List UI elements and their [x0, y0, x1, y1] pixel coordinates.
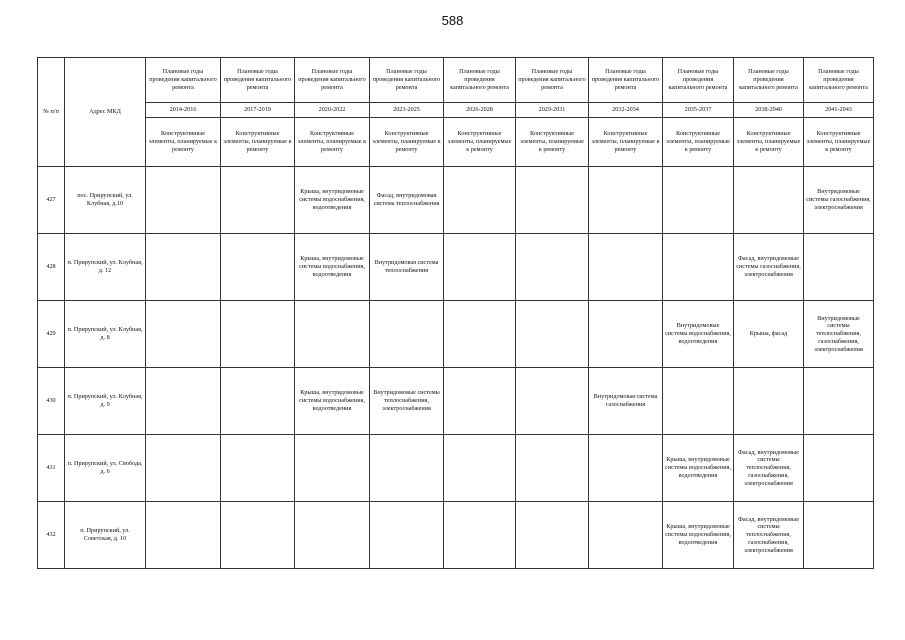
repair-elements-cell: [221, 435, 295, 502]
repair-elements-cell: Фасад, внутридомовые системы теплоснабжения, газоснабжения, электроснабжения: [734, 502, 804, 569]
repair-elements-cell: [146, 368, 221, 435]
elements-header: Конструктивные элементы, планируемые к ремонту: [804, 118, 874, 167]
repair-elements-cell: [589, 301, 663, 368]
repair-elements-cell: [589, 435, 663, 502]
repair-elements-cell: Фасад, внутридомовые системы газоснабжения, электроснабжения: [734, 234, 804, 301]
repair-elements-cell: [146, 301, 221, 368]
elements-header: Конструктивные элементы, планируемые к ремонту: [516, 118, 589, 167]
repair-elements-cell: [221, 368, 295, 435]
repair-elements-cell: [516, 301, 589, 368]
repair-elements-cell: [146, 502, 221, 569]
period-header: 2026-2028: [444, 103, 516, 118]
repair-elements-cell: [444, 234, 516, 301]
table-row: [38, 301, 874, 368]
repair-elements-cell: Внутридомовые системы теплоснабжения, газоснабжения, электроснабжения: [804, 301, 874, 368]
repair-elements-cell: [146, 234, 221, 301]
repair-elements-cell: [370, 502, 444, 569]
num-header: № п/п: [38, 58, 65, 167]
elements-header: Конструктивные элементы, планируемые к ремонту: [295, 118, 370, 167]
repair-elements-cell: Фасад, внутридомовые системы теплоснабжения, газоснабжения, электроснабжения: [734, 435, 804, 502]
repair-elements-cell: [516, 368, 589, 435]
period-header: 2023-2025: [370, 103, 444, 118]
repair-elements-cell: [589, 167, 663, 234]
years-header: Плановые годы проведения капитального ремонта: [295, 58, 370, 103]
period-header: 2020-2022: [295, 103, 370, 118]
row-number: 430: [38, 368, 65, 435]
period-header: 2017-2019: [221, 103, 295, 118]
period-header: 2032-2034: [589, 103, 663, 118]
row-address: п. Прирупский, ул. Клубная, д. 9: [65, 368, 146, 435]
period-header: 2014-2016: [146, 103, 221, 118]
repair-elements-cell: Крыша, фасад: [734, 301, 804, 368]
elements-header: Конструктивные элементы, планируемые к ремонту: [370, 118, 444, 167]
repair-elements-cell: [221, 234, 295, 301]
years-header: Плановые годы проведения капитального ремонта: [663, 58, 734, 103]
row-number: 427: [38, 167, 65, 234]
years-header: Плановые годы проведения капитального ремонта: [146, 58, 221, 103]
repair-elements-cell: Внутридомовые системы теплоснабжения, электроснабжения: [370, 368, 444, 435]
repair-elements-cell: [146, 435, 221, 502]
repair-elements-cell: Крыша, внутридомовые системы водоснабжения, водоотведения: [295, 234, 370, 301]
repair-elements-cell: [516, 435, 589, 502]
repair-elements-cell: Фасад, внутридомовая система теплоснабжения: [370, 167, 444, 234]
elements-header: Конструктивные элементы, планируемые к ремонту: [734, 118, 804, 167]
elements-header: Конструктивные элементы, планируемые к ремонту: [663, 118, 734, 167]
repair-elements-cell: [804, 435, 874, 502]
repair-elements-cell: [221, 502, 295, 569]
period-header: 2038-2040: [734, 103, 804, 118]
elements-header: Конструктивные элементы, планируемые к ремонту: [444, 118, 516, 167]
row-address: п. Прирупский, ул. Клубная, д. 8: [65, 301, 146, 368]
period-header: 2029-2031: [516, 103, 589, 118]
years-header: Плановые годы проведения капитального ремонта: [370, 58, 444, 103]
repair-elements-cell: [734, 368, 804, 435]
repair-elements-cell: [589, 502, 663, 569]
years-header: Плановые годы проведения капитального ремонта: [444, 58, 516, 103]
repair-plan-table: [37, 57, 874, 569]
elements-header: Конструктивные элементы, планируемые к ремонту: [589, 118, 663, 167]
elements-header: Конструктивные элементы, планируемые к ремонту: [221, 118, 295, 167]
repair-elements-cell: Внутридомовые системы газоснабжения, электроснабжения: [804, 167, 874, 234]
repair-elements-cell: [221, 301, 295, 368]
repair-elements-cell: [663, 368, 734, 435]
repair-elements-cell: [370, 301, 444, 368]
years-header: Плановые годы проведения капитального ремонта: [516, 58, 589, 103]
repair-elements-cell: [295, 502, 370, 569]
page-number: 588: [441, 13, 464, 28]
repair-elements-cell: [804, 368, 874, 435]
repair-elements-cell: [804, 502, 874, 569]
repair-elements-cell: Крыша, внутридомовые системы водоснабжения, водоотведения: [295, 368, 370, 435]
row-number: 429: [38, 301, 65, 368]
years-header: Плановые годы проведения капитального ремонта: [804, 58, 874, 103]
years-header: Плановые годы проведения капитального ремонта: [221, 58, 295, 103]
repair-elements-cell: [734, 167, 804, 234]
repair-elements-cell: [444, 301, 516, 368]
table-row: [38, 167, 874, 234]
repair-elements-cell: Крыша, внутридомовые системы водоснабжения, водоотведения: [663, 435, 734, 502]
repair-elements-cell: Внутридомовая система газоснабжения: [589, 368, 663, 435]
repair-elements-cell: Крыша, внутридомовые системы водоснабжения, водоотведения: [295, 167, 370, 234]
repair-elements-cell: [370, 435, 444, 502]
period-header: 2035-2037: [663, 103, 734, 118]
repair-elements-cell: [444, 502, 516, 569]
table-row: [38, 234, 874, 301]
repair-elements-cell: Внутридомовая система теплоснабжения: [370, 234, 444, 301]
row-address: п. Прирупский, ул. Клубная, д. 12: [65, 234, 146, 301]
repair-elements-cell: [146, 167, 221, 234]
repair-elements-cell: [804, 234, 874, 301]
years-header: Плановые годы проведения капитального ремонта: [734, 58, 804, 103]
repair-elements-cell: [444, 167, 516, 234]
table-row: [38, 435, 874, 502]
period-header: 2041-2043: [804, 103, 874, 118]
table-row: [38, 502, 874, 569]
repair-elements-cell: [295, 435, 370, 502]
row-address: пос. Прирупский, ул. Клубная, д.10: [65, 167, 146, 234]
repair-elements-cell: [663, 234, 734, 301]
repair-elements-cell: Крыша, внутридомовые системы водоснабжения, водоотведения: [663, 502, 734, 569]
repair-elements-cell: Внутридомовые системы водоснабжения, водоотведения: [663, 301, 734, 368]
repair-elements-cell: [516, 234, 589, 301]
years-header: Плановые годы проведения капитального ремонта: [589, 58, 663, 103]
row-number: 432: [38, 502, 65, 569]
repair-elements-cell: [295, 301, 370, 368]
repair-elements-cell: [516, 167, 589, 234]
row-address: п. Прирупский, ул. Советская, д. 10: [65, 502, 146, 569]
repair-elements-cell: [221, 167, 295, 234]
row-number: 431: [38, 435, 65, 502]
repair-elements-cell: [444, 368, 516, 435]
row-number: 428: [38, 234, 65, 301]
row-address: п. Прирупский, ул. Свобода, д. 6: [65, 435, 146, 502]
elements-header: Конструктивные элементы, планируемые к ремонту: [146, 118, 221, 167]
repair-elements-cell: [516, 502, 589, 569]
repair-elements-cell: [663, 167, 734, 234]
repair-elements-cell: [589, 234, 663, 301]
repair-elements-cell: [444, 435, 516, 502]
table-row: [38, 368, 874, 435]
address-header: Адрес МКД: [65, 58, 146, 167]
